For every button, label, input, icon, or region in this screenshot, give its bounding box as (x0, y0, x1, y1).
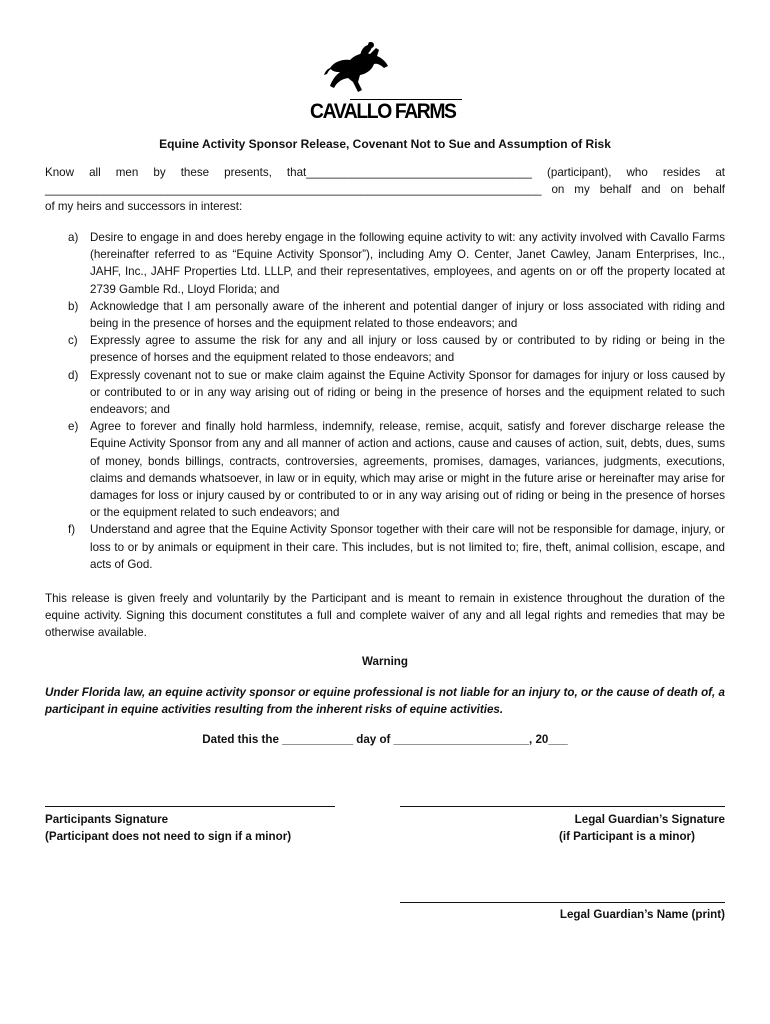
warning-heading: Warning (362, 655, 408, 668)
list-item-text: Expressly agree to assume the risk for any and all injury or loss caused by or contributed to by riding or being in the presence of horses and the equipment related to those endeavors; and (90, 334, 725, 365)
guardian-name-label: Legal Guardian’s Name (print) (559, 908, 725, 921)
horse-and-rider-icon (324, 42, 396, 100)
list-item-text: Understand and agree that the Equine Activity Sponsor together with their care will not be responsible for damage, injury, or loss to or by animals or equipment in their care. This includes, but is not limited to; fire, theft, animal collision, escape, and acts of God. (90, 523, 725, 571)
list-marker: e) (68, 420, 79, 434)
participant-signature-label: Participants Signature (45, 813, 169, 826)
list-item (45, 229, 725, 298)
list-item-text: Desire to engage in and does hereby engage in the following equine activity to wit: any activity involved with Cavallo Farms (hereinafter referred to as “Equine Activity Sponsor”), including Amy O. Center, Janet Cawley, Janam Enterprises, Inc., JAHF, Inc., JAHF Properties Ltd. LLLP, and their representatives, employees, and agents on or off the property located at 2739 Gamble Rd., Lloyd Florida; and (90, 231, 725, 296)
list-item-text: Expressly covenant not to sue or make claim against the Equine Activity Sponsor for damages for injury or loss caused by or contributed to or in any way arising out of riding or being in the presence of horses and the equipment related to such endeavors; and (90, 368, 725, 417)
participant-signature-line[interactable] (45, 806, 335, 807)
list-item-text: Acknowledge that I am personally aware of the inherent and potential danger of injury or loss associated with riding and being in the presence of horses and the equipment related to those endeavors; and (90, 299, 725, 331)
guardian-signature-line[interactable] (400, 806, 725, 807)
list-marker: c) (68, 334, 78, 348)
terms-list (45, 229, 725, 573)
participant-signature-note: (Participant does not need to sign if a minor) (45, 830, 292, 843)
cavallo-farms-logo (310, 42, 470, 122)
list-item (45, 521, 725, 573)
list-marker: f) (68, 523, 76, 537)
guardian-signature-label: Legal Guardian’s Signature (574, 813, 725, 826)
list-marker: d) (68, 368, 79, 382)
list-item (45, 367, 725, 419)
logo-wordmark: CAVALLO FARMS (310, 100, 456, 123)
list-item (45, 418, 725, 521)
dated-line: Dated this the ___________ day of _____________________, 20___ (202, 733, 568, 746)
release-paragraph: This release is given freely and voluntarily by the Participant and is meant to remain in existence throughout the duration of the equine activity. Signing this document constitutes a full and complete waiver of any and all legal rights and remedies that may be otherwise available. (45, 592, 725, 640)
list-item (45, 332, 725, 366)
intro-line-3: of my heirs and successors in interest: (45, 200, 243, 213)
guardian-name-line[interactable] (400, 902, 725, 903)
list-item-text: Agree to forever and finally hold harmless, indemnify, release, remise, acquit, satisfy and forever discharge release the Equine Activity Sponsor from any and all manner of action and actions, cause and causes of action, suit, debts, dues, sums of money, bonds billings, contracts, controversies, agreements, promises, damages, variances, judgments, executions, claims and demands whatsoever, in law or in equity, which may arise or might in the future arise or hereinafter may arise for damages for loss or injury caused by or contributed to or in any way arising out of riding or being in the presence of horses or the equipment related to such endeavors; and (90, 420, 725, 520)
guardian-signature-note: (if Participant is a minor) (559, 830, 695, 843)
intro-line-1: Know all men by these presents, that___________________________________ (participant), who resides at (45, 166, 725, 179)
warning-text: Under Florida law, an equine activity sponsor or equine professional is not liable for an injury to, or the cause of death of, a participant in equine activities resulting from the inherent risks of equine activities. (45, 686, 725, 717)
document-title: Equine Activity Sponsor Release, Covenant Not to Sue and Assumption of Risk (159, 137, 611, 151)
list-marker: a) (68, 231, 79, 244)
intro-line-2: _____________________________________________________________________________ on my behalf and on behalf (45, 183, 725, 196)
list-item (45, 298, 725, 332)
list-marker: b) (68, 299, 79, 313)
